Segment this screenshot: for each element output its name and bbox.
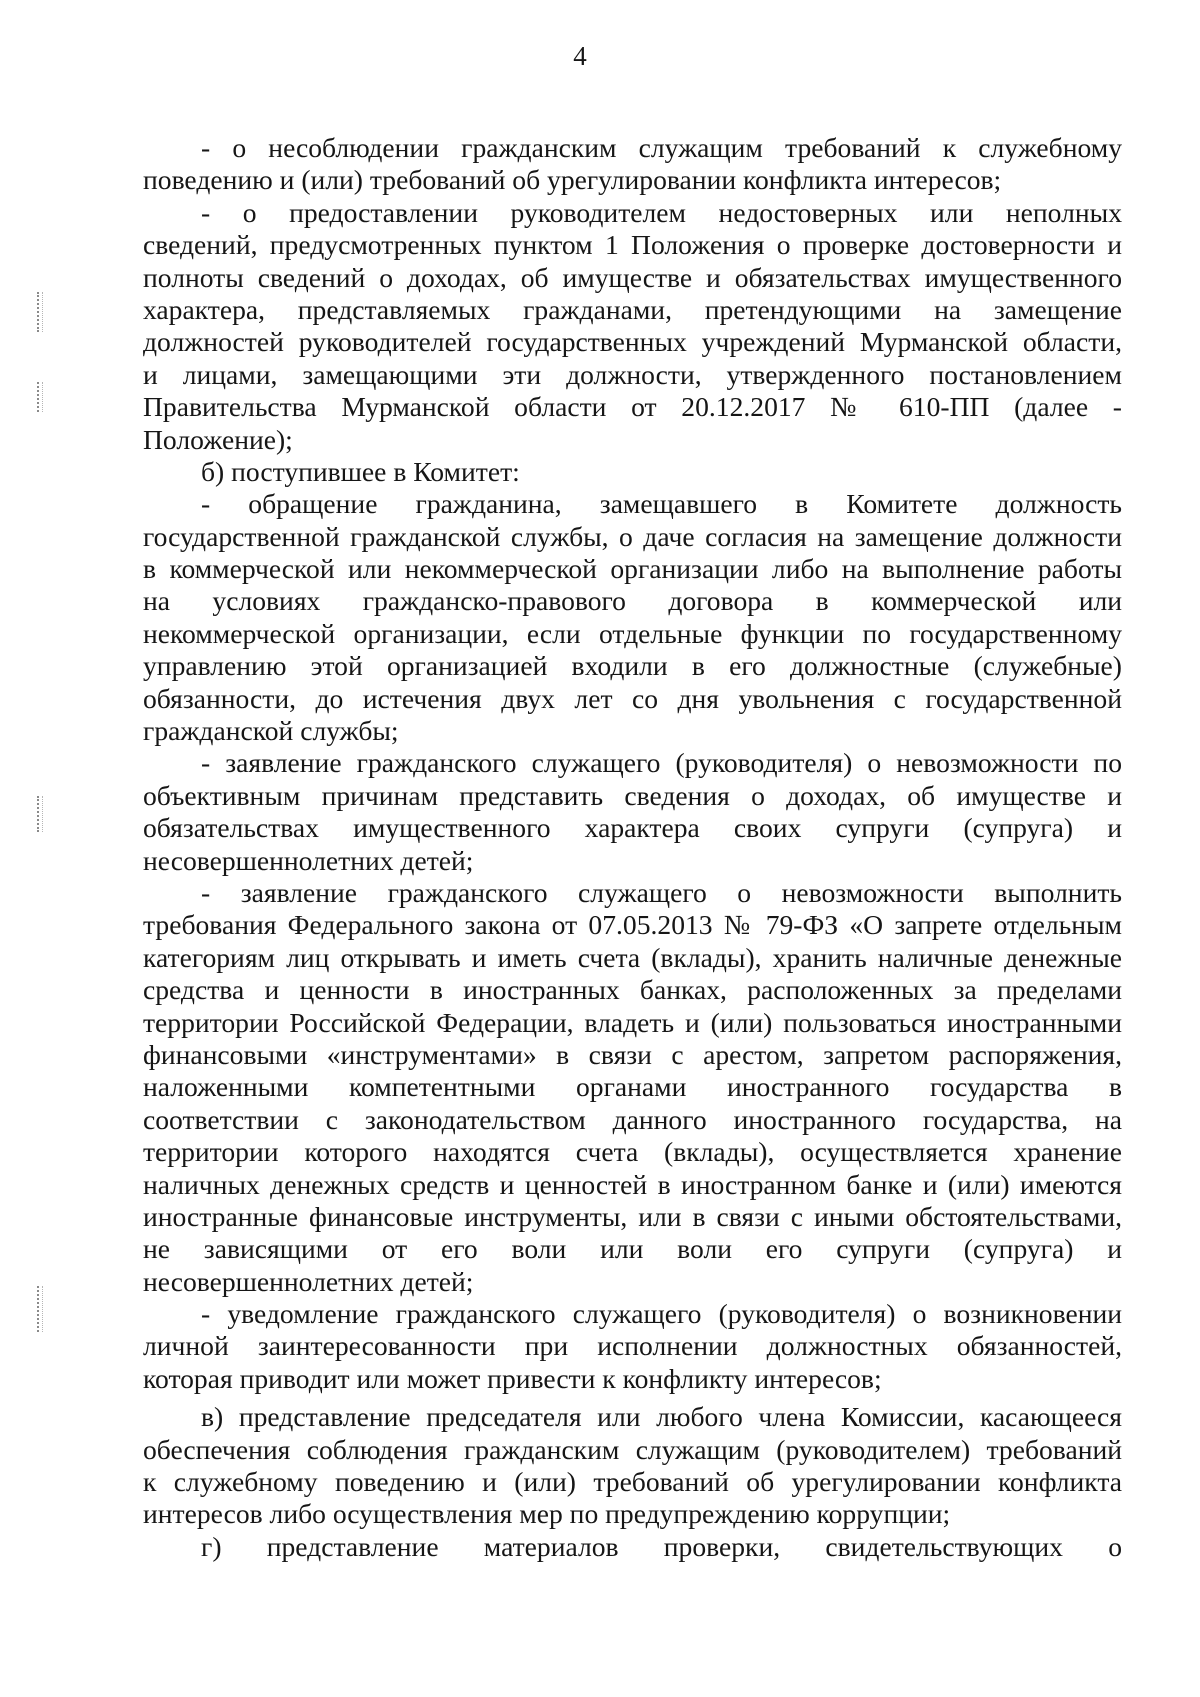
text-line: категориям лиц открывать и иметь счета (вклады), хранить наличные денежные <box>143 941 1122 973</box>
paragraph <box>143 1401 1122 1531</box>
text-line: обеспечения соблюдения гражданским служащим (руководителем) требований <box>143 1433 1122 1465</box>
text-line: должностей руководителей государственных учреждений Мурманской области, <box>143 326 1122 358</box>
text-line: несовершеннолетних детей; <box>143 844 474 876</box>
scan-mark <box>37 1286 43 1332</box>
text-line: иностранные финансовые инструменты, или в связи с иными обстоятельствами, <box>143 1200 1122 1232</box>
paragraph <box>143 456 1122 488</box>
document-body <box>143 132 1122 1563</box>
text-line: сведений, предусмотренных пунктом 1 Положения о проверке достоверности и <box>143 229 1122 261</box>
text-line: б) поступившее в Комитет: <box>201 455 520 487</box>
text-line: - заявление гражданского служащего (руководителя) о невозможности по <box>201 747 1122 779</box>
page-number: 4 <box>573 41 587 71</box>
text-line: соответствии с законодательством данного иностранного государства, на <box>143 1103 1122 1135</box>
text-line: на условиях гражданско-правового договора в коммерческой или <box>143 585 1122 617</box>
text-line: Правительства Мурманской области от 20.12.2017 № 610-ПП (далее - <box>143 391 1122 423</box>
text-line: к служебному поведению и (или) требований об урегулировании конфликта <box>143 1466 1122 1498</box>
text-line: требования Федерального закона от 07.05.2013 № 79-ФЗ «О запрете отдельным <box>143 909 1122 941</box>
text-line: управлению этой организацией входили в его должностные (служебные) <box>143 650 1122 682</box>
text-line: и лицами, замещающими эти должности, утвержденного постановлением <box>143 358 1122 390</box>
text-line: не зависящими от его воли или воли его супруги (супруга) и <box>143 1233 1122 1265</box>
text-line: - уведомление гражданского служащего (руководителя) о возникновении <box>201 1298 1122 1330</box>
text-line: территории которого находятся счета (вклады), осуществляется хранение <box>143 1136 1122 1168</box>
paragraph <box>143 488 1122 747</box>
text-line: в коммерческой или некоммерческой организации либо на выполнение работы <box>143 553 1122 585</box>
text-line: некоммерческой организации, если отдельные функции по государственному <box>143 617 1122 649</box>
text-line: - о предоставлении руководителем недостоверных или неполных <box>201 196 1122 228</box>
text-line: территории Российской Федерации, владеть и (или) пользоваться иностранными <box>143 1006 1122 1038</box>
text-line: Положение); <box>143 423 293 455</box>
text-line: в) представление председателя или любого члена Комиссии, касающееся <box>201 1401 1122 1433</box>
text-line: которая приводит или может привести к конфликту интересов; <box>143 1362 882 1394</box>
scan-mark <box>37 796 43 832</box>
scan-mark <box>37 382 43 412</box>
text-line: полноты сведений о доходах, об имуществе и обязательствах имущественного <box>143 261 1122 293</box>
text-line: несовершеннолетних детей; <box>143 1265 474 1297</box>
text-line: обязательствах имущественного характера своих супруги (супруга) и <box>143 812 1122 844</box>
text-line: г) представление материалов проверки, свидетельствующих о <box>201 1530 1122 1562</box>
scan-mark <box>37 292 43 332</box>
text-line: - заявление гражданского служащего о невозможности выполнить <box>201 876 1122 908</box>
text-line: поведению и (или) требований об урегулировании конфликта интересов; <box>143 164 1002 196</box>
text-line: средства и ценности в иностранных банках, расположенных за пределами <box>143 974 1122 1006</box>
text-line: наличных денежных средств и ценностей в иностранном банке и (или) имеются <box>143 1168 1122 1200</box>
text-line: обязанности, до истечения двух лет со дня увольнения с государственной <box>143 682 1122 714</box>
paragraph <box>143 132 1122 197</box>
paragraph <box>143 747 1122 877</box>
text-line: объективным причинам представить сведения о доходах, об имуществе и <box>143 779 1122 811</box>
paragraph <box>143 1531 1122 1563</box>
paragraph <box>143 197 1122 456</box>
text-line: - обращение гражданина, замещавшего в Комитете должность <box>201 488 1122 520</box>
text-line: интересов либо осуществления мер по предупреждению коррупции; <box>143 1498 951 1530</box>
text-line: гражданской службы; <box>143 715 399 747</box>
text-line: государственной гражданской службы, о даче согласия на замещение должности <box>143 520 1122 552</box>
text-line: характера, представляемых гражданами, претендующими на замещение <box>143 293 1122 325</box>
text-line: - о несоблюдении гражданским служащим требований к служебному <box>201 132 1122 163</box>
paragraph <box>143 1298 1122 1395</box>
text-line: наложенными компетентными органами иностранного государства в <box>143 1071 1122 1103</box>
text-line: личной заинтересованности при исполнении должностных обязанностей, <box>143 1330 1122 1362</box>
text-line: финансовыми «инструментами» в связи с арестом, запретом распоряжения, <box>143 1038 1122 1070</box>
paragraph <box>143 877 1122 1298</box>
